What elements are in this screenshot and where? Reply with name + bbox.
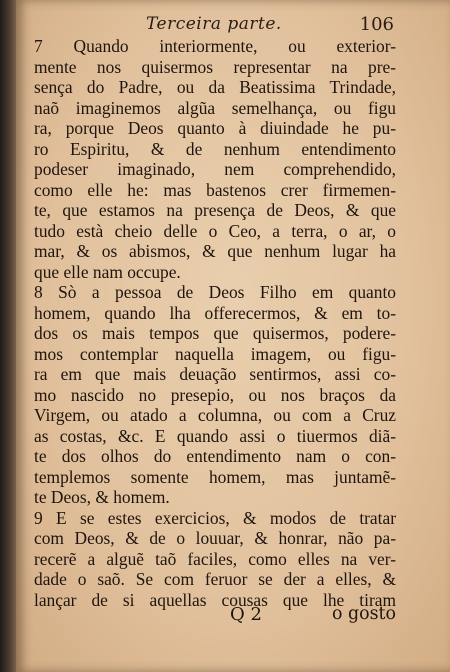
signature-mark: Q 2 xyxy=(230,604,262,625)
text-line: tudo està cheio delle o Ceo, a terra, o ar, o xyxy=(34,220,396,241)
text-line: mar, & os abismos, & que nenhum lugar ha xyxy=(34,241,396,261)
text-line: homem, quando lha offerecermos, & em to- xyxy=(34,302,396,323)
text-line: as costas, &c. E quando assi o tiuermos diã- xyxy=(34,425,396,446)
text-line: recerẽ a alguẽ taõ faciles, como elles na ver- xyxy=(34,548,396,569)
text-line: templemos somente homem, mas juntamẽ- xyxy=(34,466,396,487)
page-number: 106 xyxy=(359,14,394,35)
text-line: dos os mais tempos que quisermos, podere- xyxy=(34,323,396,343)
page-header xyxy=(34,14,394,38)
text-line: te dos olhos do entendimento nam o con- xyxy=(34,446,396,466)
text-line: como elle he: mas bastenos crer firmemen- xyxy=(34,179,396,200)
text-line: naõ imaginemos algũa semelhança, ou figu xyxy=(34,97,396,118)
text-line: sença do Padre, ou da Beatissima Trindade, xyxy=(34,77,396,97)
text-line: mos contemplar naquella imagem, ou figu- xyxy=(34,343,396,364)
body-text xyxy=(34,36,396,610)
book-gutter xyxy=(0,0,16,672)
text-line: te Deos, & homem. xyxy=(34,487,170,507)
text-line: dade o saõ. Se com feruor se der a elles, & xyxy=(34,569,396,589)
text-line: 7 Quando interiormente, ou exterior- xyxy=(34,36,396,56)
text-line: ra, porque Deos quanto à diuindade he pu- xyxy=(34,118,396,138)
page-footer xyxy=(34,604,396,630)
text-line: lançar de si aquellas cousas que lhe tiram xyxy=(34,589,396,610)
text-line: 9 E se estes exercicios, & modos de tratar xyxy=(34,507,396,528)
text-line: com Deos, & de o louuar, & honrar, não pa- xyxy=(34,528,396,548)
text-line: mo nascido no presepio, ou nos braços da xyxy=(34,384,396,405)
running-head: Terceira parte. xyxy=(146,14,282,34)
text-line: podeser imaginado, nem comprehendido, xyxy=(34,159,396,179)
text-line: que elle nam occupe. xyxy=(34,261,181,282)
text-line: ra em que mais deuação sentirmos, assi co- xyxy=(34,364,396,384)
text-line: te, que estamos na presença de Deos, & que xyxy=(34,200,396,220)
text-line: 8 Sò a pessoa de Deos Filho em quanto xyxy=(34,282,396,302)
text-line: ro Espiritu, & de nenhum entendimento xyxy=(34,138,396,159)
text-line: mente nos quisermos representar na pre- xyxy=(34,56,396,77)
catchword: o gosto xyxy=(332,604,396,624)
text-line: Virgem, ou atado a columna, ou com a Cruz xyxy=(34,405,396,425)
